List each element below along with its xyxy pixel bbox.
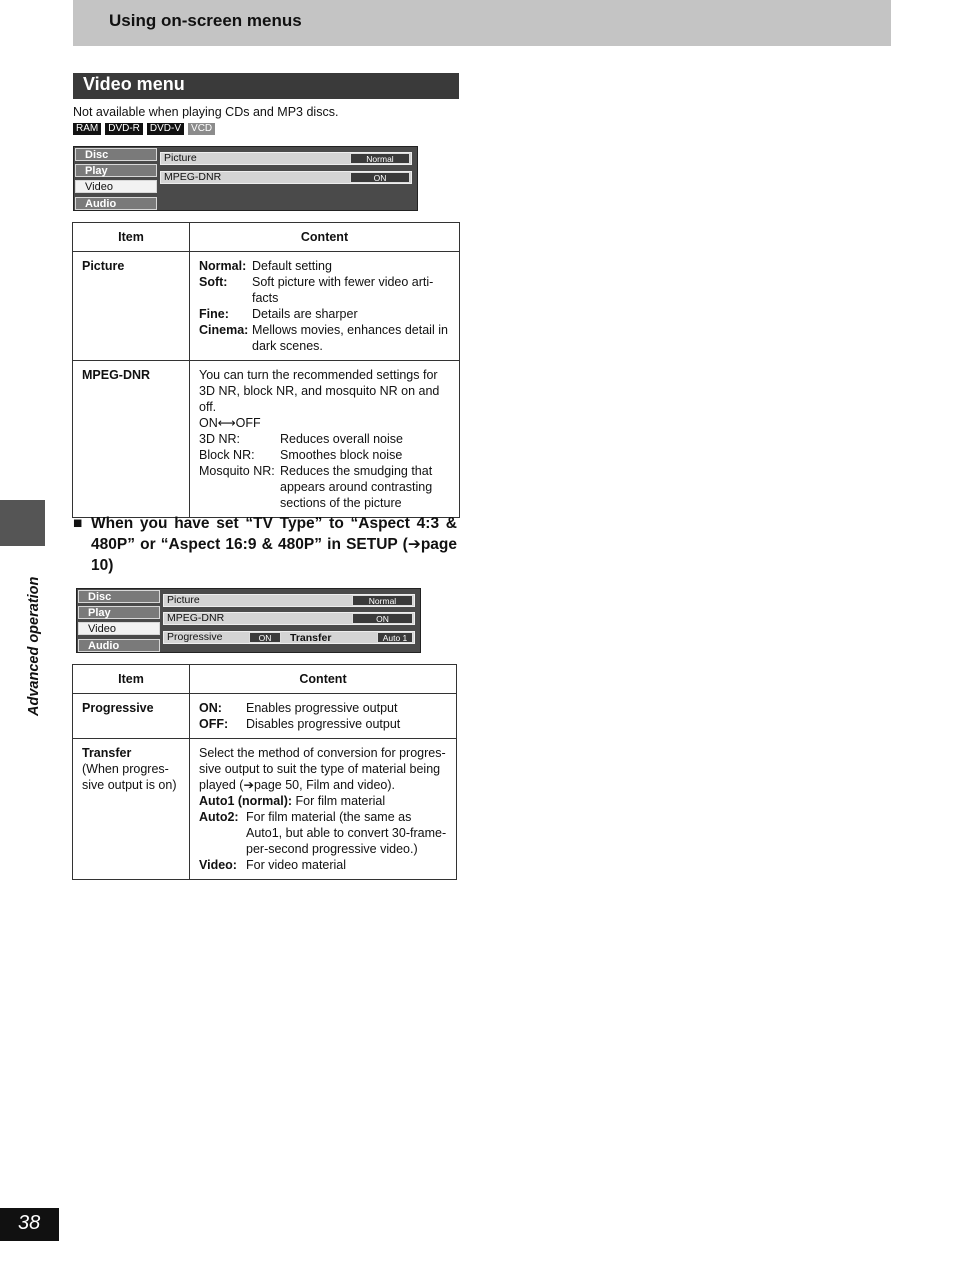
chapter-side-label: Advanced operation [26, 576, 42, 716]
osd-row-label: MPEG-DNR [167, 612, 225, 624]
content-picture: Normal: Default setting Soft: Soft picture with fewer video arti-facts Fine: Details are sharper Cinema: Mellows movies, enhances detail in dark scenes. [190, 252, 460, 361]
header-bar [73, 0, 891, 46]
osd-tab-video: Video [75, 180, 157, 193]
table-row-progressive [73, 694, 457, 739]
osd-menu-1 [73, 146, 418, 211]
osd-tab-disc: Disc [75, 148, 157, 161]
content-progressive: ON: Enables progressive output OFF: Disables progressive output [190, 694, 457, 739]
square-bullet-icon: ■ [73, 515, 83, 532]
content-mpeg-dnr: You can turn the recommended settings for 3D NR, block NR, and mosquito NR on and off. ON⟷OFF 3D NR: Reduces overall noise Block NR: Smoothes block noise Mosquito NR: Reduces the smudging that appears around contrasting sections of the picture [190, 361, 460, 518]
osd-value-picture: Normal [350, 153, 410, 164]
page-number: 38 [0, 1208, 59, 1241]
content-transfer: Select the method of conversion for progres-sive output to suit the type of material being played (➔page 50, Film and video). Auto1 (normal): For film material Auto2: For film material (the same as Auto1, but able to convert 30-frame-per-second progressive video.) Video: For video material [190, 739, 457, 880]
column-header-content: Content [190, 665, 457, 694]
table-row-transfer [73, 739, 457, 880]
section-title: Video menu [73, 73, 459, 99]
video-menu-table [72, 222, 460, 518]
disc-badges [73, 123, 215, 135]
osd-menu-2 [76, 588, 421, 653]
item-picture: Picture [73, 252, 190, 361]
badge-ram: RAM [73, 123, 101, 135]
osd-tab-disc: Disc [78, 590, 160, 603]
osd-tab-audio: Audio [78, 639, 160, 652]
progressive-table [72, 664, 457, 880]
badge-vcd: VCD [188, 123, 215, 135]
osd-value-picture: Normal [352, 595, 413, 606]
osd-value-mpeg-dnr: ON [350, 172, 410, 183]
osd-value-mpeg-dnr: ON [352, 613, 413, 624]
column-header-item: Item [73, 665, 190, 694]
progressive-subheading [73, 513, 457, 576]
badge-dvd-v: DVD-V [147, 123, 184, 135]
table-row-picture [73, 252, 460, 361]
subheading-text: When you have set “TV Type” to “Aspect 4:3 & 480P” or “Aspect 16:9 & 480P” in SETUP (➔page 10) [91, 515, 457, 574]
column-header-content: Content [190, 223, 460, 252]
badge-dvd-r: DVD-R [105, 123, 143, 135]
header-title: Using on-screen menus [109, 11, 302, 30]
chapter-side-tab [0, 500, 45, 546]
osd-row-label: Picture [167, 594, 200, 606]
item-mpeg-dnr: MPEG-DNR [73, 361, 190, 518]
osd-tab-play: Play [75, 164, 157, 177]
osd-tab-audio: Audio [75, 197, 157, 210]
column-header-item: Item [73, 223, 190, 252]
osd-row-label: Picture [164, 152, 197, 164]
osd-tab-play: Play [78, 606, 160, 619]
osd-row-label: Progressive [167, 631, 223, 643]
osd-value-progressive: ON [249, 632, 281, 643]
table-row-mpeg-dnr [73, 361, 460, 518]
osd-value-transfer: Auto 1 [377, 632, 413, 643]
osd-row-label: MPEG-DNR [164, 171, 222, 183]
availability-note: Not available when playing CDs and MP3 discs. [73, 105, 339, 119]
osd-tab-video: Video [78, 622, 160, 635]
osd-label-transfer: Transfer [290, 632, 332, 644]
item-transfer: Transfer (When progres-sive output is on) [73, 739, 190, 880]
item-progressive: Progressive [73, 694, 190, 739]
